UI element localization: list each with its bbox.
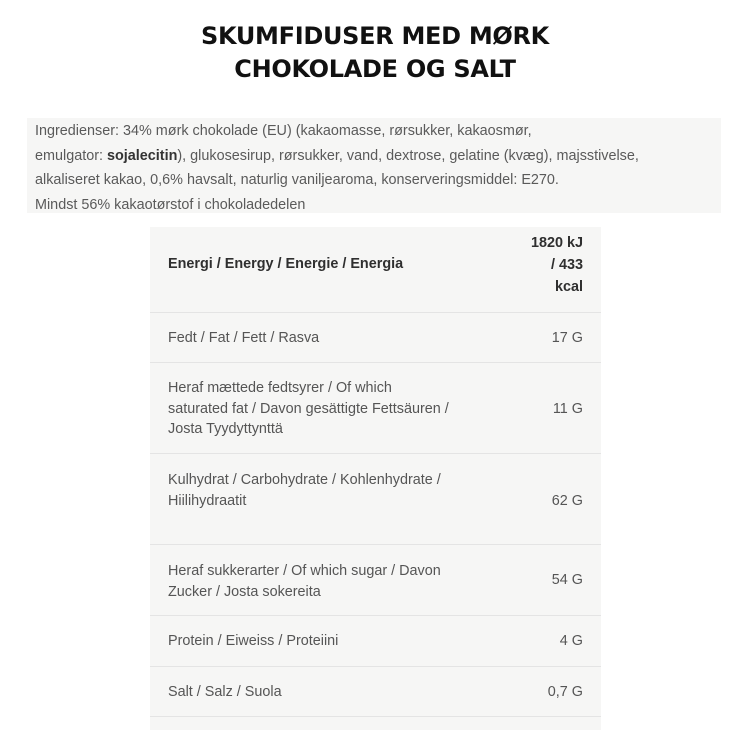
nutrition-label-saturated-fat [168, 378, 508, 440]
energy-value-line-2: / 433 [550, 257, 583, 273]
ingredients-line-2-post: ), glukosesirup, rørsukker, vand, dextrose, gelatine (kvæg), majsstivelse, [177, 147, 639, 164]
nutrition-row-carbohydrate [150, 454, 601, 545]
ingredients-box [27, 118, 721, 213]
nutrition-label-fat: Fedt / Fat / Fett / Rasva [168, 330, 320, 346]
sugar-label-line-2: Zucker / Josta sokereita [168, 583, 321, 600]
nutrition-value-fat: 17 G [551, 330, 583, 346]
ingredients-line-3: alkaliseret kakao, 0,6% havsalt, naturlig vaniljearoma, konserveringsmiddel: E270. [35, 172, 559, 188]
saturated-label-line-1: Heraf mættede fedtsyrer / Of which [168, 380, 392, 396]
nutrition-row-salt [150, 667, 601, 717]
nutrition-label-energy: Energi / Energy / Energie / Energia [168, 256, 404, 272]
ingredients-line-2 [35, 144, 721, 169]
nutrition-label-sugar [168, 561, 508, 602]
nutrition-table [150, 227, 601, 730]
title-line-1: SKUMFIDUSER MED MØRK [200, 22, 549, 50]
title-line-2: CHOKOLADE OG SALT [234, 55, 516, 83]
saturated-label-line-3: Josta Tyydyttynttä [168, 421, 283, 437]
ingredients-line-2-pre: emulgator: [35, 147, 107, 164]
nutrition-value-salt: 0,7 G [547, 684, 583, 700]
allergen-soy-lecithin: sojalecitin [107, 147, 178, 164]
carbohydrate-label-line-2: Hiilihydraatit [168, 492, 247, 509]
ingredients-line-1: Ingredienser: 34% mørk chokolade (EU) (kakaomasse, rørsukker, kakaosmør, [35, 123, 532, 139]
saturated-label-line-2: saturated fat / Davon gesättigte Fettsäuren / [168, 400, 449, 417]
energy-value-line-1: 1820 kJ [530, 235, 583, 251]
nutrition-row-fat [150, 313, 601, 363]
nutrition-label-salt: Salt / Salz / Suola [168, 684, 282, 700]
nutrition-value-protein: 4 G [559, 633, 583, 649]
nutrition-value-sugar: 54 G [551, 572, 583, 588]
nutrition-row-saturated-fat [150, 363, 601, 454]
nutrition-value-energy [531, 232, 583, 298]
nutrition-label-carbohydrate [168, 470, 508, 511]
page-title [0, 20, 750, 86]
nutrition-value-carbohydrate: 62 G [551, 493, 583, 509]
nutrition-row-protein [150, 616, 601, 667]
sugar-label-line-1: Heraf sukkerarter / Of which sugar / Davon [168, 563, 441, 579]
nutrition-row-energy [150, 227, 601, 313]
carbohydrate-label-line-1: Kulhydrat / Carbohydrate / Kohlenhydrate / [168, 472, 441, 488]
nutrition-value-saturated-fat: 11 G [552, 401, 583, 417]
energy-value-line-3: kcal [554, 279, 583, 295]
ingredients-line-4: Mindst 56% kakaotørstof i chokoladedelen [35, 196, 306, 213]
nutrition-label-protein: Protein / Eiweiss / Proteiini [168, 633, 339, 649]
nutrition-row-sugar [150, 545, 601, 616]
